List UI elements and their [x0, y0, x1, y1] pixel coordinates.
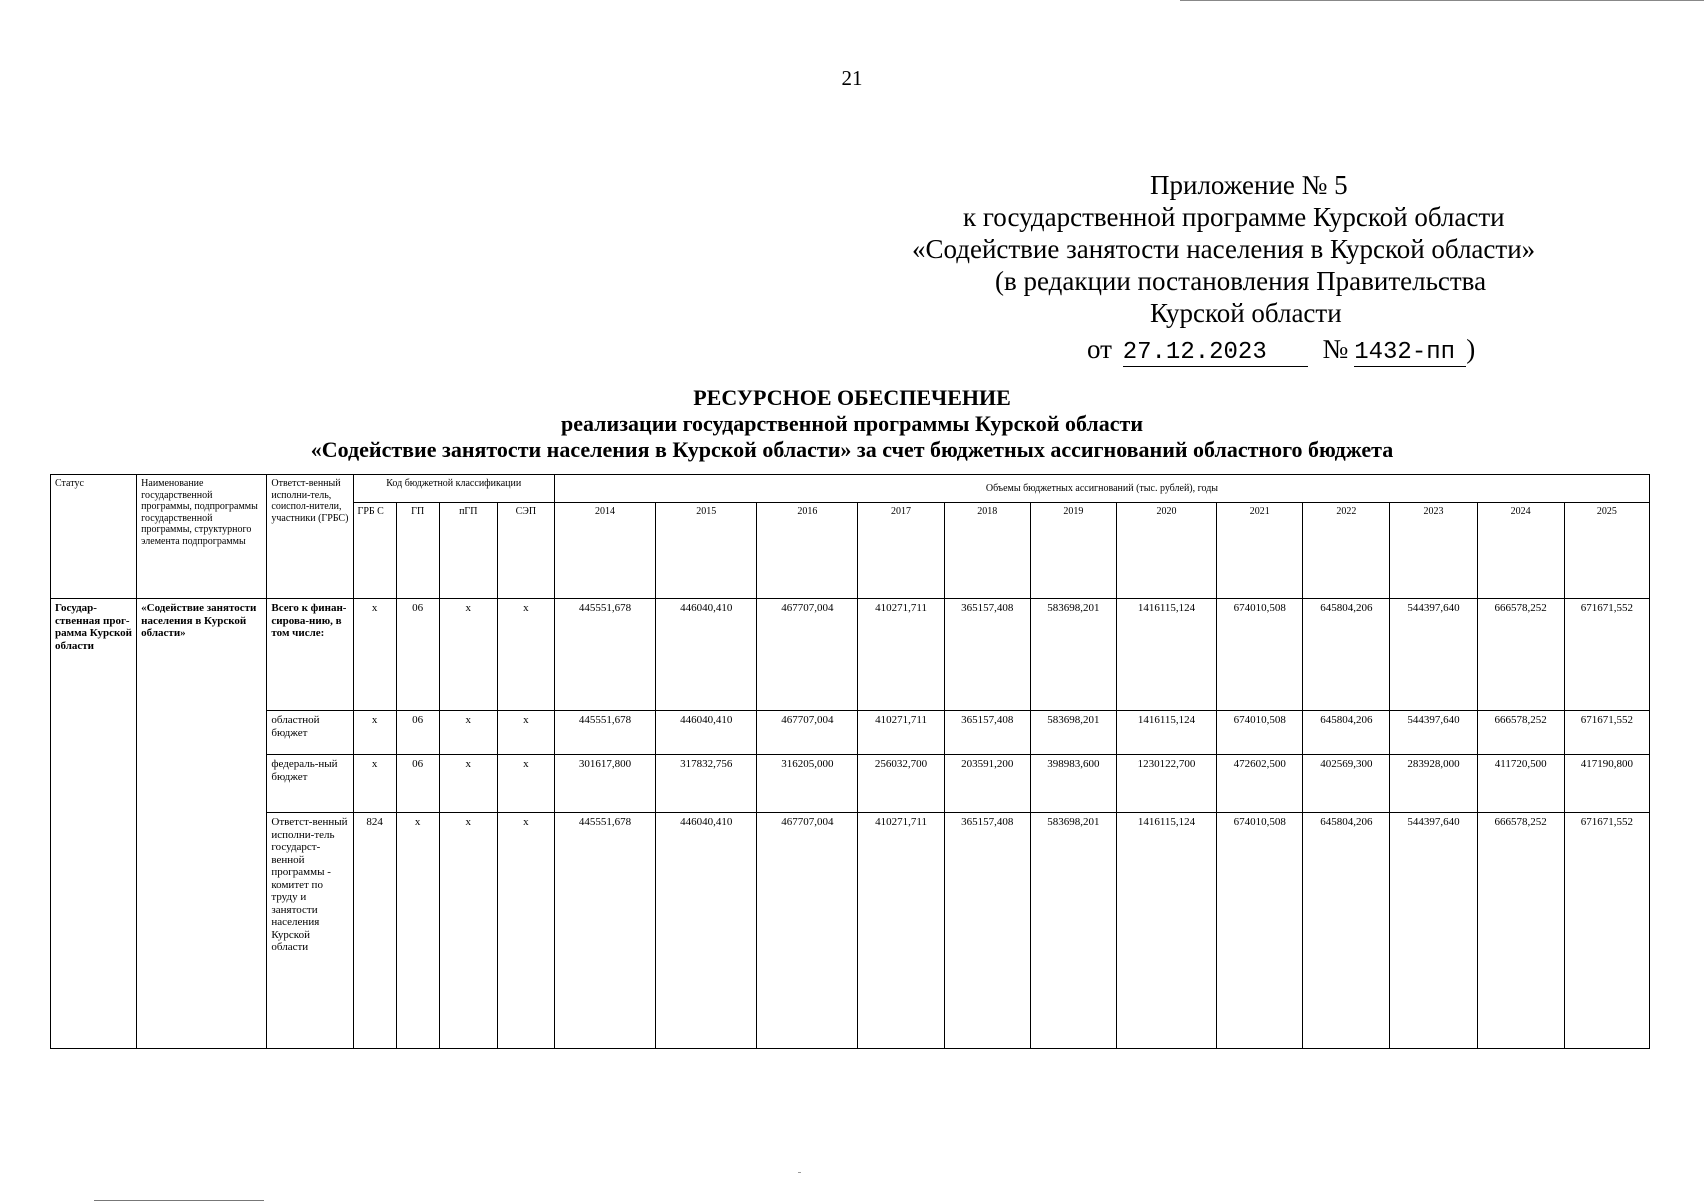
- value-cell: 583698,201: [1030, 599, 1116, 711]
- value-cell: 398983,600: [1030, 755, 1116, 813]
- gp-cell: 06: [396, 599, 439, 711]
- row-label: Всего к финан-сирова-нию, в том числе:: [267, 599, 353, 711]
- value-cell: 544397,640: [1390, 711, 1477, 755]
- pgp-cell: x: [439, 755, 497, 813]
- title-line-1: РЕСУРСНОЕ ОБЕСПЕЧЕНИЕ: [693, 385, 1011, 410]
- value-cell: 671671,552: [1564, 599, 1649, 711]
- value-cell: 402569,300: [1303, 755, 1390, 813]
- value-cell: 645804,206: [1303, 813, 1390, 1049]
- value-cell: 1416115,124: [1116, 813, 1216, 1049]
- value-cell: 671671,552: [1564, 813, 1649, 1049]
- value-cell: 446040,410: [656, 599, 757, 711]
- value-cell: 666578,252: [1477, 813, 1564, 1049]
- header-year: 2014: [554, 503, 655, 599]
- status-cell: Государ-ственная прог-рамма Курской области: [51, 599, 137, 1049]
- value-cell: 410271,711: [858, 599, 944, 711]
- value-cell: 666578,252: [1477, 599, 1564, 711]
- grbs-cell: x: [353, 599, 396, 711]
- resource-title: [0, 385, 1704, 463]
- value-cell: 544397,640: [1390, 813, 1477, 1049]
- number-prefix: №: [1322, 334, 1349, 364]
- header-status: Статус: [51, 475, 137, 599]
- value-cell: 316205,000: [757, 755, 858, 813]
- table-row-federal: [51, 755, 1650, 813]
- value-cell: 674010,508: [1217, 599, 1303, 711]
- value-cell: 544397,640: [1390, 599, 1477, 711]
- table-row-responsible: [51, 813, 1650, 1049]
- header-year: 2025: [1564, 503, 1649, 599]
- sep-cell: x: [497, 755, 554, 813]
- appendix-title: Приложение № 5: [1150, 170, 1348, 200]
- value-cell: 365157,408: [944, 599, 1030, 711]
- header-gp: ГП: [396, 503, 439, 599]
- value-cell: 365157,408: [944, 813, 1030, 1049]
- header-volumes-group: Объемы бюджетных ассигнований (тыс. рублей), годы: [554, 475, 1649, 503]
- header-grbs: ГРБ С: [353, 503, 396, 599]
- value-cell: 666578,252: [1477, 711, 1564, 755]
- date-prefix: от: [1087, 334, 1112, 364]
- row-label: федераль-ный бюджет: [267, 755, 353, 813]
- header-responsible: Ответст-венный исполни-тель, соиспол-нители, участники (ГРБС): [267, 475, 353, 599]
- header-year: 2023: [1390, 503, 1477, 599]
- scan-speck: [798, 1172, 801, 1173]
- value-cell: 317832,756: [656, 755, 757, 813]
- header-name: Наименование государственной программы, подпрограммы государственной программы, структурного элемента подпрограммы: [137, 475, 267, 599]
- value-cell: 446040,410: [656, 813, 757, 1049]
- program-name-cell: «Содействие занятости населения в Курской области»: [137, 599, 267, 1049]
- handwritten-date: 27.12.2023: [1123, 339, 1308, 367]
- value-cell: 645804,206: [1303, 711, 1390, 755]
- top-edge-line: [1180, 0, 1704, 1]
- value-cell: 1230122,700: [1116, 755, 1216, 813]
- value-cell: 674010,508: [1217, 711, 1303, 755]
- pgp-cell: x: [439, 711, 497, 755]
- value-cell: 583698,201: [1030, 813, 1116, 1049]
- value-cell: 1416115,124: [1116, 711, 1216, 755]
- value-cell: 583698,201: [1030, 711, 1116, 755]
- value-cell: 410271,711: [858, 813, 944, 1049]
- header-code-group: Код бюджетной классификации: [353, 475, 554, 503]
- value-cell: 203591,200: [944, 755, 1030, 813]
- value-cell: 671671,552: [1564, 711, 1649, 755]
- gp-cell: x: [396, 813, 439, 1049]
- value-cell: 417190,800: [1564, 755, 1649, 813]
- value-cell: 445551,678: [554, 711, 655, 755]
- value-cell: 410271,711: [858, 711, 944, 755]
- header-row-1: [51, 475, 1650, 503]
- sep-cell: x: [497, 711, 554, 755]
- sep-cell: x: [497, 813, 554, 1049]
- appendix-line-2: к государственной программе Курской области: [963, 202, 1505, 232]
- row-label: Ответст-венный исполни-тель государст-венной программы - комитет по труду и занятости населения Курской области: [267, 813, 353, 1049]
- value-cell: 365157,408: [944, 711, 1030, 755]
- handwritten-number: 1432-пп: [1354, 339, 1466, 367]
- resource-table: [50, 474, 1650, 1049]
- header-year: 2022: [1303, 503, 1390, 599]
- gp-cell: 06: [396, 711, 439, 755]
- header-year: 2024: [1477, 503, 1564, 599]
- value-cell: 256032,700: [858, 755, 944, 813]
- header-year: 2019: [1030, 503, 1116, 599]
- grbs-cell: x: [353, 755, 396, 813]
- appendix-line-5: Курской области: [1150, 298, 1342, 328]
- appendix-line-4: (в редакции постановления Правительства: [995, 266, 1487, 296]
- value-cell: 411720,500: [1477, 755, 1564, 813]
- header-year: 2017: [858, 503, 944, 599]
- grbs-cell: 824: [353, 813, 396, 1049]
- row-label: областной бюджет: [267, 711, 353, 755]
- value-cell: 283928,000: [1390, 755, 1477, 813]
- closing-parenthesis: ): [1466, 334, 1476, 364]
- header-sep: СЭП: [497, 503, 554, 599]
- header-pgp: пГП: [439, 503, 497, 599]
- sep-cell: x: [497, 599, 554, 711]
- value-cell: 472602,500: [1217, 755, 1303, 813]
- title-line-3: «Содействие занятости населения в Курской области» за счет бюджетных ассигнований областного бюджета: [310, 437, 1394, 462]
- pgp-cell: x: [439, 813, 497, 1049]
- header-year: 2015: [656, 503, 757, 599]
- value-cell: 645804,206: [1303, 599, 1390, 711]
- value-cell: 1416115,124: [1116, 599, 1216, 711]
- value-cell: 446040,410: [656, 711, 757, 755]
- grbs-cell: x: [353, 711, 396, 755]
- value-cell: 674010,508: [1217, 813, 1303, 1049]
- header-year: 2016: [757, 503, 858, 599]
- value-cell: 467707,004: [757, 599, 858, 711]
- page-number: 21: [841, 66, 863, 90]
- pgp-cell: x: [439, 599, 497, 711]
- header-year: 2020: [1116, 503, 1216, 599]
- header-year: 2018: [944, 503, 1030, 599]
- table-row-total: [51, 599, 1650, 711]
- value-cell: 467707,004: [757, 813, 858, 1049]
- table-row-regional: [51, 711, 1650, 755]
- value-cell: 445551,678: [554, 599, 655, 711]
- title-line-2: реализации государственной программы Курской области: [560, 411, 1143, 436]
- header-year: 2021: [1217, 503, 1303, 599]
- value-cell: 445551,678: [554, 813, 655, 1049]
- appendix-date-line: [1087, 334, 1475, 367]
- value-cell: 301617,800: [554, 755, 655, 813]
- appendix-line-3: «Содействие занятости населения в Курской области»: [912, 234, 1536, 264]
- value-cell: 467707,004: [757, 711, 858, 755]
- gp-cell: 06: [396, 755, 439, 813]
